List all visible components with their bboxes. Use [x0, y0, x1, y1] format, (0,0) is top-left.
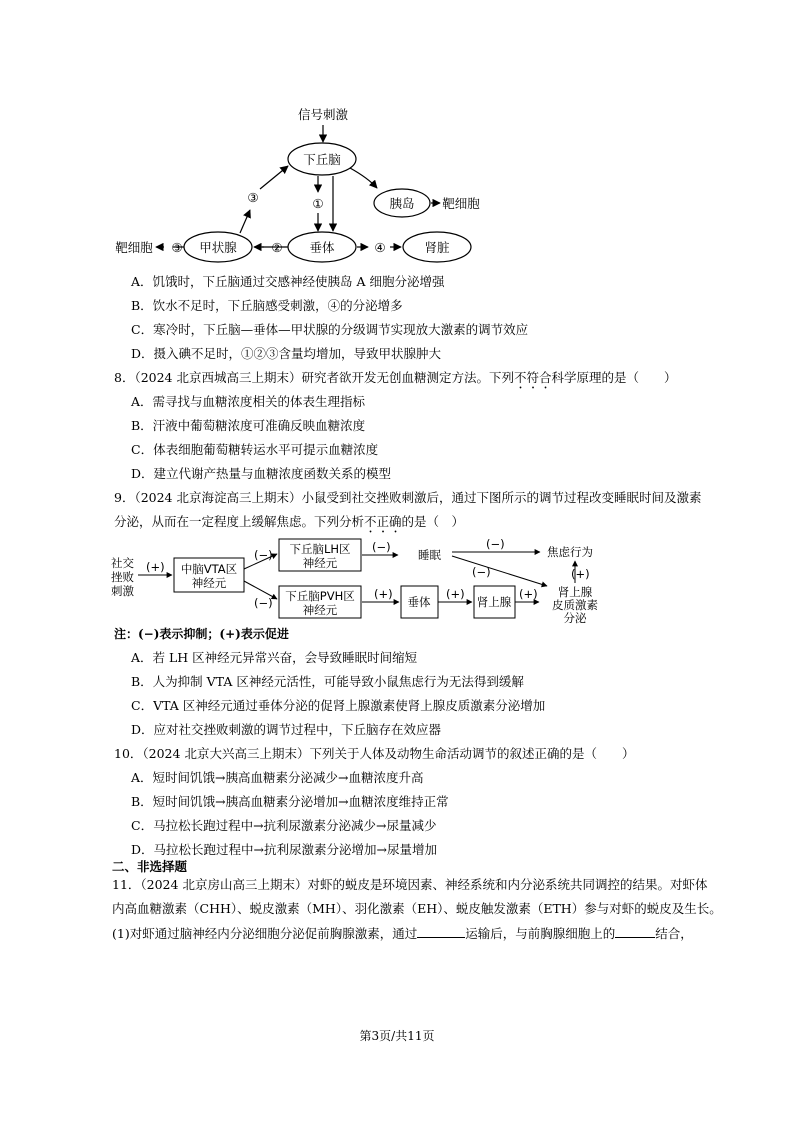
cort-line3: 分泌 [563, 611, 587, 625]
q10-option-c[interactable]: C．马拉松长跑过程中→抗利尿激素分泌减少→尿量减少 [131, 818, 437, 833]
thyroid-label: 甲状腺 [199, 240, 237, 255]
q9-option-b[interactable]: B．人为抑制 VTA 区神经元活性，可能导致小鼠焦虑行为无法得到缓解 [131, 674, 524, 689]
vta-line1: 中脑VTA区 [180, 562, 238, 576]
sign-sleep-anxiety: (−) [486, 537, 505, 551]
q9-stem-line1: 9．（2024 北京海淀高三上期末）小鼠受到社交挫败刺激后，通过下图所示的调节过程改变睡眠时间及激素 [114, 490, 702, 505]
q9-stem-line2-post: 的是（ ） [401, 514, 465, 529]
q9-stem-line2-pre: 分泌，从而在一定程度上缓解焦虑。下列分析 [114, 514, 365, 529]
q7-option-a[interactable]: A．饥饿时，下丘脑通过交感神经使胰岛 A 细胞分泌增强 [131, 274, 445, 289]
q11-line1: 11．（2024 北京房山高三上期末）对虾的蜕皮是环境因素、神经系统和内分泌系统共同调控的结果。对虾体 [112, 877, 708, 892]
anxiety-label: 焦虑行为 [547, 545, 593, 559]
stimulus-line2: 挫败 [111, 570, 134, 584]
q11-line2: 内高血糖激素（CHH）、蜕皮激素（MH）、羽化激素（EH）、蜕皮触发激素（ETH）参与对虾的蜕皮及生长。 [112, 901, 722, 916]
marker-1: ① [312, 196, 324, 211]
q7-option-b[interactable]: B．饮水不足时，下丘脑感受刺激，④的分泌增多 [131, 298, 403, 313]
q10-stem: 10．（2024 北京大兴高三上期末）下列关于人体及动物生命活动调节的叙述正确的是（ ） [114, 746, 635, 761]
q8-stem-post: 科学原理的是（ ） [551, 370, 677, 385]
stimulus-line3: 刺激 [111, 584, 134, 598]
marker-4: ④ [374, 240, 386, 255]
pvh-line1: 下丘脑PVH区 [285, 589, 355, 603]
q9-option-a[interactable]: A．若 LH 区神经元异常兴奋，会导致睡眠时间缩短 [131, 650, 418, 665]
sign-vta-pvh: (−) [254, 596, 273, 610]
q7-option-c[interactable]: C．寒冷时，下丘脑—垂体—甲状腺的分级调节实现放大激素的调节效应 [131, 322, 529, 337]
marker-3-left: ③ [171, 240, 183, 255]
vta-line2: 神经元 [191, 576, 227, 590]
q11-blank-1[interactable] [417, 925, 465, 938]
cort-line1: 肾上腺 [557, 585, 593, 599]
q8-option-b[interactable]: B．汗液中葡萄糖浓度可准确反映血糖浓度 [131, 418, 366, 433]
sign-adrenal-cort: (+) [519, 587, 538, 601]
q8-option-a[interactable]: A．需寻找与血糖浓度相关的体表生理指标 [131, 394, 366, 409]
sleep-label: 睡眠 [418, 548, 441, 562]
q8-stem-emphasis: 不符合 [514, 370, 552, 385]
q11-line3-b: 运输后，与前胸腺细胞上的 [465, 926, 616, 941]
marker-2: ② [271, 240, 283, 255]
pancreas-label: 胰岛 [389, 196, 415, 211]
q10-option-a[interactable]: A．短时间饥饿→胰高血糖素分泌减少→血糖浓度升高 [131, 770, 424, 785]
adrenal-box-label: 肾上腺 [476, 595, 512, 609]
q7-option-d[interactable]: D．摄入碘不足时，①②③含量均增加，导致甲状腺肿大 [131, 346, 442, 361]
q11-blank-2[interactable] [615, 925, 655, 938]
pvh-line2: 神经元 [302, 603, 338, 617]
q8-stem [114, 370, 677, 392]
pituitary-box-label: 垂体 [407, 595, 431, 609]
hormone-regulation-diagram [0, 0, 794, 270]
hypothalamus-label: 下丘脑 [303, 152, 341, 167]
sign-cort-anxiety: (+) [571, 567, 590, 581]
kidney-label: 肾脏 [424, 240, 450, 255]
q10-option-b[interactable]: B．短时间饥饿→胰高血糖素分泌增加→血糖浓度维持正常 [131, 794, 449, 809]
q8-option-d[interactable]: D．建立代谢产热量与血糖浓度函数关系的模型 [131, 466, 392, 481]
pituitary-label: 垂体 [309, 240, 335, 255]
q10-option-d[interactable]: D．马拉松长跑过程中→抗利尿激素分泌增加→尿量增加 [131, 842, 437, 857]
q11-line3 [112, 925, 693, 942]
stimulus-line1: 社交 [111, 556, 134, 570]
q9-stem-line2 [114, 514, 464, 536]
lh-line1: 下丘脑LH区 [289, 542, 351, 556]
q9-option-d[interactable]: D．应对社交挫败刺激的调节过程中，下丘脑存在效应器 [131, 722, 442, 737]
q8-stem-pre: 8．（2024 北京西城高三上期末）研究者欲开发无创血糖测定方法。下列 [114, 370, 514, 385]
q11-line3-c: 结合， [655, 926, 693, 941]
q9-option-c[interactable]: C．VTA 区神经元通过垂体分泌的促肾上腺激素使肾上腺皮质激素分泌增加 [131, 698, 546, 713]
target-cell-right-label: 靶细胞 [442, 196, 480, 211]
q9-note: 注：(−)表示抑制；(+)表示促进 [114, 627, 289, 641]
sign-sleep-cort: (−) [472, 565, 491, 579]
cort-line2: 皮质激素 [552, 598, 598, 612]
page-footer: 第3页/共11页 [359, 1029, 435, 1043]
q11-line3-a: (1)对虾通过脑神经内分泌细胞分泌促前胸腺激素，通过 [112, 926, 418, 941]
q9-stem-emphasis: 不正确 [364, 514, 402, 529]
sign-pvh-pit: (+) [374, 587, 393, 601]
sign-vta-lh: (−) [254, 548, 273, 562]
target-cell-left-label: 靶细胞 [115, 240, 153, 255]
lh-line2: 神经元 [302, 556, 338, 570]
signal-label: 信号刺激 [297, 107, 349, 122]
marker-3-up: ③ [247, 190, 259, 205]
section-heading: 二、非选择题 [112, 859, 188, 874]
sign-lh-sleep: (−) [372, 540, 391, 554]
sign-stim-vta: (+) [146, 560, 165, 574]
sign-pit-adrenal: (+) [446, 587, 465, 601]
q8-option-c[interactable]: C．体表细胞葡萄糖转运水平可提示血糖浓度 [131, 442, 379, 457]
